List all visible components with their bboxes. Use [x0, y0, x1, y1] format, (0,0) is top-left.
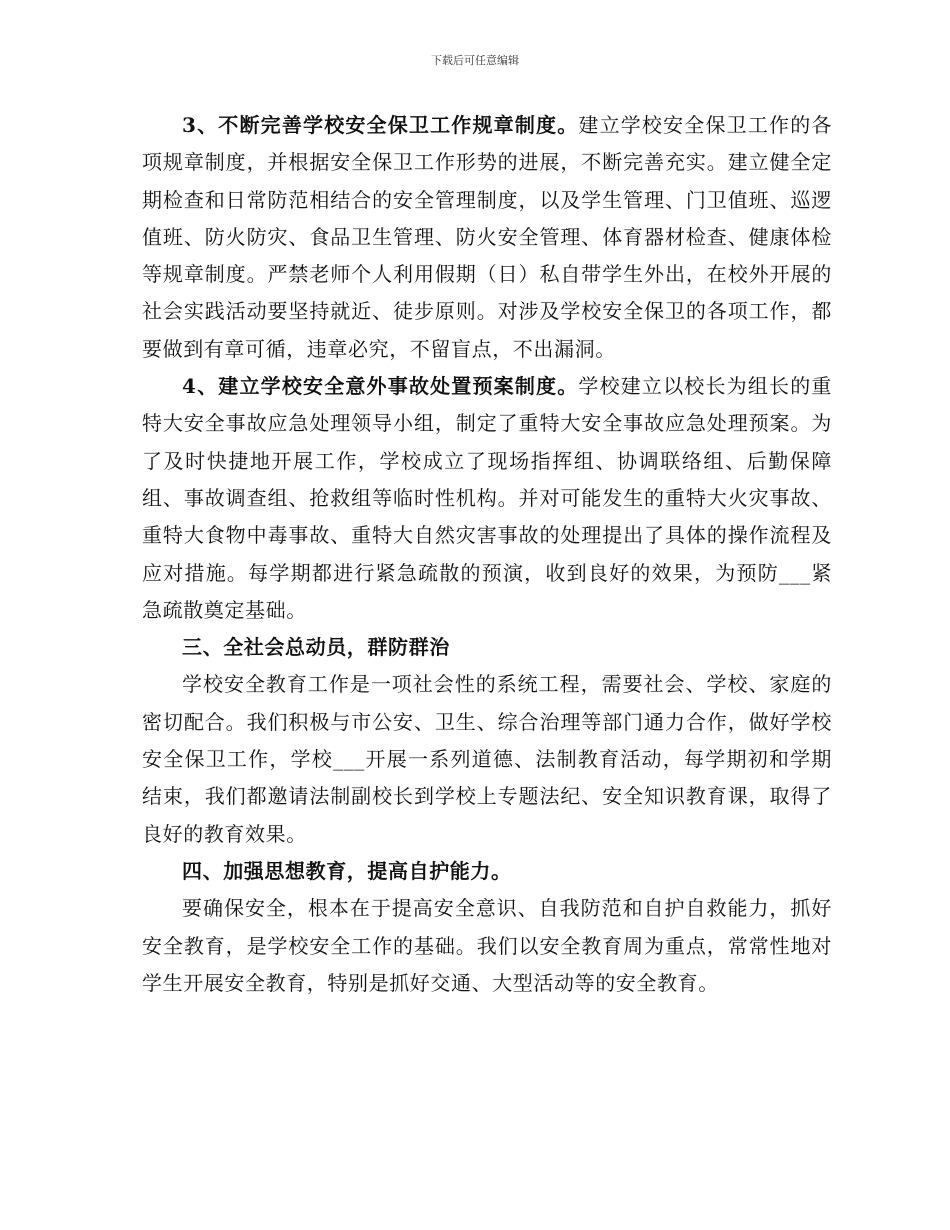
paragraph-text: 建立学校安全保卫工作的各项规章制度，并根据安全保卫工作形势的进展，不断完善充实。建立健全定期检查和日常防范相结合的安全管理制度，以及学生管理、门卫值班、巡逻值班、防火防灾、食品卫生管理、防火安全管理、体育器材检查、健康体检等规章制度。严禁老师个人利用假期（日）私自带学生外出，在校外开展的社会实践活动要坚持就近、徒步原则。对涉及学校安全保卫的各项工作，都要做到有章可循，违章必究，不留盲点，不出漏洞。 — [142, 113, 832, 361]
section-heading-4: 四、加强思想教育，提高自护能力。 — [182, 858, 512, 883]
paragraph-title: 3、不断完善学校安全保卫工作规章制度。 — [182, 113, 579, 137]
paragraph-social-mobilization: 学校安全教育工作是一项社会性的系统工程，需要社会、学校、家庭的密切配合。我们积极与市公安、卫生、综合治理等部门通力合作，做好学校安全保卫工作，学校___开展一系列道德、法制教育活动，每学期初和学期结束，我们都邀请法制副校长到学校上专题法纪、安全知识教育课，取得了良好的教育效果。 — [142, 672, 832, 846]
page-header: 下载后可任意编辑 — [431, 54, 519, 67]
paragraph-title: 4、建立学校安全意外事故处置预案制度。 — [182, 374, 579, 399]
paragraph-text: 学校建立以校长为组长的重特大安全事故应急处理领导小组，制定了重特大安全事故应急处理预案。为了及时快捷地开展工作，学校成立了现场指挥组、协调联络组、后勤保障组、事故调查组、抢救组等临时性机构。并对可能发生的重特大火灾事故、重特大食物中毒事故、重特大自然灾害事故的处理提出了具体的操作流程及应对措施。每学期都进行紧急疏散的预演，收到良好的效果，为预防___紧急疏散奠定基础。 — [142, 374, 832, 622]
paragraph-rules — [142, 107, 832, 368]
paragraph-emergency-plan — [142, 368, 832, 629]
section-heading-3: 三、全社会总动员，群防群治 — [182, 635, 450, 660]
document-body — [142, 107, 832, 1002]
paragraph-safety-education: 要确保安全，根本在于提高安全意识、自我防范和自护自救能力，抓好安全教育，是学校安全工作的基础。我们以安全教育周为重点，常常性地对学生开展安全教育，特别是抓好交通、大型活动等的安全教育。 — [142, 896, 832, 995]
